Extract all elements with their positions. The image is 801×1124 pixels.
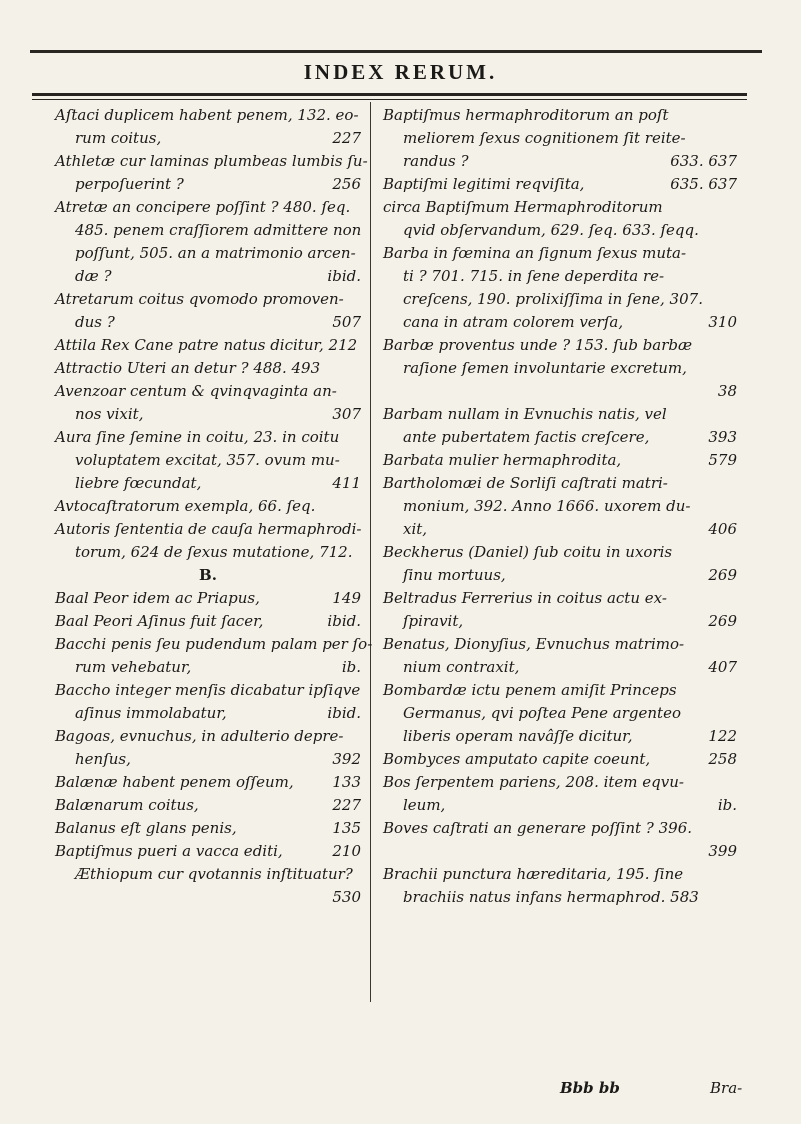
page-reference: 227 bbox=[332, 129, 361, 147]
index-entry-line bbox=[383, 633, 737, 656]
page-reference: 269 bbox=[708, 566, 737, 584]
entry-text: torum, 624 de ſexus mutatione, 712. bbox=[75, 543, 353, 561]
entry-text: circa Baptiſmum Hermaphroditorum bbox=[383, 198, 663, 216]
entry-text: ſinu mortuus, bbox=[403, 566, 506, 584]
entry-text: ti ? 701. 715. in ſene deperdita re- bbox=[403, 267, 665, 285]
entry-text: Balanus eſt glans penis, bbox=[55, 819, 237, 837]
index-entry-line bbox=[55, 127, 361, 150]
index-entry-line bbox=[55, 472, 361, 495]
index-entry-line bbox=[55, 587, 361, 610]
index-entry-line bbox=[383, 334, 737, 357]
entry-text: monium, 392. Anno 1666. uxorem du- bbox=[403, 497, 691, 515]
page-reference: 133 bbox=[332, 773, 361, 791]
index-entry-line bbox=[383, 173, 737, 196]
entry-text: Attila Rex Cane patre natus dicitur, 212 bbox=[55, 336, 358, 354]
index-entry-line bbox=[383, 265, 737, 288]
entry-text: Autoris ſententia de cauſa hermaphrodi- bbox=[55, 520, 362, 538]
entry-text: Baptiſmus hermaphroditorum an poſt bbox=[383, 106, 669, 124]
entry-text: Barbæ proventus unde ? 153. ſub barbæ bbox=[383, 336, 693, 354]
catchword: Bra- bbox=[710, 1079, 743, 1097]
entry-text: Beckherus (Daniel) ſub coitu in uxoris bbox=[383, 543, 673, 561]
page-reference: 256 bbox=[332, 175, 361, 193]
entry-text: Baal Peori Aſinus fuit ſacer, bbox=[55, 612, 264, 630]
page-reference: 407 bbox=[708, 658, 737, 676]
index-entry-line bbox=[55, 288, 361, 311]
header-rule-thin bbox=[32, 99, 747, 100]
index-entry-line bbox=[383, 656, 737, 679]
page-reference: ibid. bbox=[327, 612, 361, 630]
entry-text: voluptatem excitat, 357. ovum mu- bbox=[75, 451, 340, 469]
entry-text: B. bbox=[199, 566, 217, 584]
entry-text: dus ? bbox=[75, 313, 115, 331]
page-reference: 633. 637 bbox=[670, 152, 737, 170]
page-reference: 258 bbox=[708, 750, 737, 768]
entry-text: rum coitus, bbox=[75, 129, 162, 147]
index-entry-line bbox=[55, 633, 373, 656]
index-entry-line bbox=[383, 127, 737, 150]
entry-text: nium contraxit, bbox=[403, 658, 520, 676]
entry-text: Athletæ cur laminas plumbeas lumbis ſu- bbox=[55, 152, 368, 170]
entry-text: poſſunt, 505. an a matrimonio arcen- bbox=[75, 244, 356, 262]
index-entry-line bbox=[55, 886, 361, 909]
entry-text: Balænæ habent penem oſſeum, bbox=[55, 773, 294, 791]
index-entry-line bbox=[55, 610, 361, 633]
index-entry-line bbox=[55, 403, 361, 426]
index-entry-line bbox=[383, 587, 737, 610]
entry-text: Baptiſmus pueri a vacca editi, bbox=[55, 842, 283, 860]
index-entry-line bbox=[55, 725, 361, 748]
index-entry-line bbox=[383, 495, 737, 518]
index-entry-line bbox=[383, 886, 737, 909]
header-rule bbox=[32, 93, 747, 96]
index-entry-line bbox=[55, 679, 361, 702]
index-entry-line bbox=[55, 219, 361, 242]
index-entry-line bbox=[383, 426, 737, 449]
entry-text: ante pubertatem factis creſcere, bbox=[403, 428, 650, 446]
entry-text: aſinus immolabatur, bbox=[75, 704, 227, 722]
index-entry-line bbox=[55, 242, 361, 265]
index-entry-line bbox=[55, 196, 361, 219]
index-entry-line bbox=[383, 679, 737, 702]
entry-text: Atretæ an concipere poſſint ? 480. ſeq. bbox=[55, 198, 351, 216]
index-entry-line bbox=[55, 541, 361, 564]
entry-text: Avenzoar centum & qvinqvaginta an- bbox=[55, 382, 337, 400]
index-entry-line bbox=[55, 656, 361, 679]
index-entry-line bbox=[55, 518, 361, 541]
index-entry-line bbox=[383, 104, 737, 127]
index-entry-line bbox=[383, 311, 737, 334]
page-reference: 210 bbox=[332, 842, 361, 860]
index-entry-line bbox=[55, 150, 368, 173]
entry-text: Barbata mulier hermaphrodita, bbox=[383, 451, 622, 469]
page-reference: ibid. bbox=[327, 267, 361, 285]
index-entry-line bbox=[55, 334, 361, 357]
index-entry-line bbox=[383, 725, 737, 748]
entry-text: brachiis natus infans hermaphrod. 583 bbox=[403, 888, 699, 906]
entry-text: Bos ſerpentem pariens, 208. item eqvu- bbox=[383, 773, 684, 791]
entry-text: Avtocaſtratorum exempla, 66. ſeq. bbox=[55, 497, 316, 515]
entry-text: Bombardæ ictu penem amiſit Princeps bbox=[383, 681, 677, 699]
entry-text: ſpiravit, bbox=[403, 612, 464, 630]
entry-text: Bacchi penis ſeu pudendum palam per ſo- bbox=[55, 635, 373, 653]
entry-text: rum vehebatur, bbox=[75, 658, 192, 676]
page-reference: 579 bbox=[708, 451, 737, 469]
entry-text: cana in atram colorem verſa, bbox=[403, 313, 624, 331]
entry-text: Benatus, Dionyſius, Evnuchus matrimo- bbox=[383, 635, 685, 653]
entry-text: Boves caſtrati an generare poſſint ? 396. bbox=[383, 819, 693, 837]
index-entry-line bbox=[383, 472, 737, 495]
entry-text: qvid obſervandum, 629. ſeq. 633. ſeqq. bbox=[403, 221, 699, 239]
index-entry-line bbox=[383, 242, 737, 265]
index-entry-line bbox=[55, 817, 361, 840]
index-entry-line bbox=[383, 403, 737, 426]
index-entry-line bbox=[383, 541, 737, 564]
entry-text: Æthiopum cur qvotannis inſtituatur? bbox=[75, 865, 353, 883]
page-reference: 149 bbox=[332, 589, 361, 607]
entry-text: Brachii punctura hæreditaria, 195. ſine bbox=[383, 865, 684, 883]
index-entry-line bbox=[383, 449, 737, 472]
page-reference: 135 bbox=[332, 819, 361, 837]
index-entry-line bbox=[383, 840, 737, 863]
index-entry-line bbox=[383, 357, 737, 380]
page-reference: 507 bbox=[332, 313, 361, 331]
page-reference: 411 bbox=[332, 474, 361, 492]
entry-text: Beltradus Ferrerius in coitus actu ex- bbox=[383, 589, 667, 607]
index-entry-line bbox=[55, 380, 361, 403]
index-entry-line bbox=[55, 564, 361, 587]
page-reference: 269 bbox=[708, 612, 737, 630]
entry-text: Balænarum coitus, bbox=[55, 796, 199, 814]
entry-text: henſus, bbox=[75, 750, 131, 768]
page-reference: 393 bbox=[708, 428, 737, 446]
entry-text: meliorem ſexus cognitionem ſit reite- bbox=[403, 129, 686, 147]
index-entry-line bbox=[55, 748, 361, 771]
page-reference: 310 bbox=[708, 313, 737, 331]
entry-text: Bartholomæi de Sorliſi caſtrati matri- bbox=[383, 474, 668, 492]
index-entry-line bbox=[55, 771, 361, 794]
entry-text: xit, bbox=[403, 520, 428, 538]
entry-text: liberis operam navâſſe dicitur, bbox=[403, 727, 633, 745]
entry-text: creſcens, 190. prolixiſſima in ſene, 307. bbox=[403, 290, 703, 308]
entry-text: Attractio Uteri an detur ? 488. 493 bbox=[55, 359, 321, 377]
page-reference: ib. bbox=[341, 658, 361, 676]
index-entry-line bbox=[55, 357, 361, 380]
index-entry-line bbox=[55, 265, 361, 288]
entry-text: leum, bbox=[403, 796, 446, 814]
index-entry-line bbox=[383, 196, 737, 219]
index-entry-line bbox=[55, 840, 361, 863]
page-reference: 530 bbox=[332, 888, 361, 906]
index-entry-line bbox=[55, 311, 361, 334]
entry-text: Barbam nullam in Evnuchis natis, vel bbox=[383, 405, 667, 423]
entry-text: perpoſuerint ? bbox=[75, 175, 184, 193]
page-reference: 38 bbox=[717, 382, 737, 400]
entry-text: Aſtaci duplicem habent penem, 132. eo- bbox=[55, 106, 359, 124]
right-column bbox=[383, 104, 737, 909]
index-entry-line bbox=[55, 104, 361, 127]
page-reference: ibid. bbox=[327, 704, 361, 722]
index-entry-line bbox=[383, 771, 737, 794]
entry-text: liebre fœcundat, bbox=[75, 474, 202, 492]
page-reference: 399 bbox=[708, 842, 737, 860]
entry-text: randus ? bbox=[403, 152, 469, 170]
index-entry-line bbox=[383, 288, 737, 311]
page-header: INDEX RERUM. bbox=[303, 60, 498, 84]
entry-text: Bombyces amputato capite coeunt, bbox=[383, 750, 651, 768]
page-reference: 227 bbox=[332, 796, 361, 814]
entry-text: Baal Peor idem ac Priapus, bbox=[55, 589, 260, 607]
index-entry-line bbox=[383, 518, 737, 541]
entry-text: Atretarum coitus qvomodo promoven- bbox=[55, 290, 344, 308]
entry-text: Bagoas, evnuchus, in adulterio depre- bbox=[55, 727, 344, 745]
entry-text: Germanus, qvi poſtea Pene argenteo bbox=[403, 704, 681, 722]
index-entry-line bbox=[383, 564, 737, 587]
page-reference: 392 bbox=[332, 750, 361, 768]
index-entry-line bbox=[55, 702, 361, 725]
entry-text: dæ ? bbox=[75, 267, 112, 285]
index-entry-line bbox=[55, 449, 361, 472]
entry-text: Baptiſmi legitimi reqviſita, bbox=[383, 175, 585, 193]
index-entry-line bbox=[383, 150, 737, 173]
entry-text: Barba in fœmina an ſignum ſexus muta- bbox=[383, 244, 687, 262]
page-reference: 307 bbox=[332, 405, 361, 423]
index-entry-line bbox=[383, 702, 737, 725]
index-entry-line bbox=[383, 817, 737, 840]
page-reference: 122 bbox=[708, 727, 737, 745]
entry-text: nos vixit, bbox=[75, 405, 144, 423]
entry-text: Aura ſine ſemine in coitu, 23. in coitu bbox=[55, 428, 340, 446]
index-entry-line bbox=[383, 863, 737, 886]
index-entry-line bbox=[55, 794, 361, 817]
column-divider bbox=[370, 102, 371, 1002]
index-entry-line bbox=[55, 495, 361, 518]
index-entry-line bbox=[55, 426, 361, 449]
signature-mark: Bbb bb bbox=[560, 1079, 620, 1097]
page-reference: ib. bbox=[717, 796, 737, 814]
entry-text: Baccho integer menſis dicabatur ipſiqve bbox=[55, 681, 361, 699]
entry-text: raſione ſemen involuntarie excretum, bbox=[403, 359, 687, 377]
page-reference: 635. 637 bbox=[670, 175, 737, 193]
left-column bbox=[55, 104, 373, 909]
index-entry-line bbox=[383, 219, 737, 242]
entry-text: 485. penem craſſiorem admittere non bbox=[75, 221, 362, 239]
index-entry-line bbox=[383, 794, 737, 817]
top-border bbox=[30, 50, 762, 53]
index-entry-line bbox=[55, 863, 361, 886]
index-entry-line bbox=[383, 380, 737, 403]
index-entry-line bbox=[55, 173, 361, 196]
index-entry-line bbox=[383, 610, 737, 633]
page-reference: 406 bbox=[708, 520, 737, 538]
index-entry-line bbox=[383, 748, 737, 771]
